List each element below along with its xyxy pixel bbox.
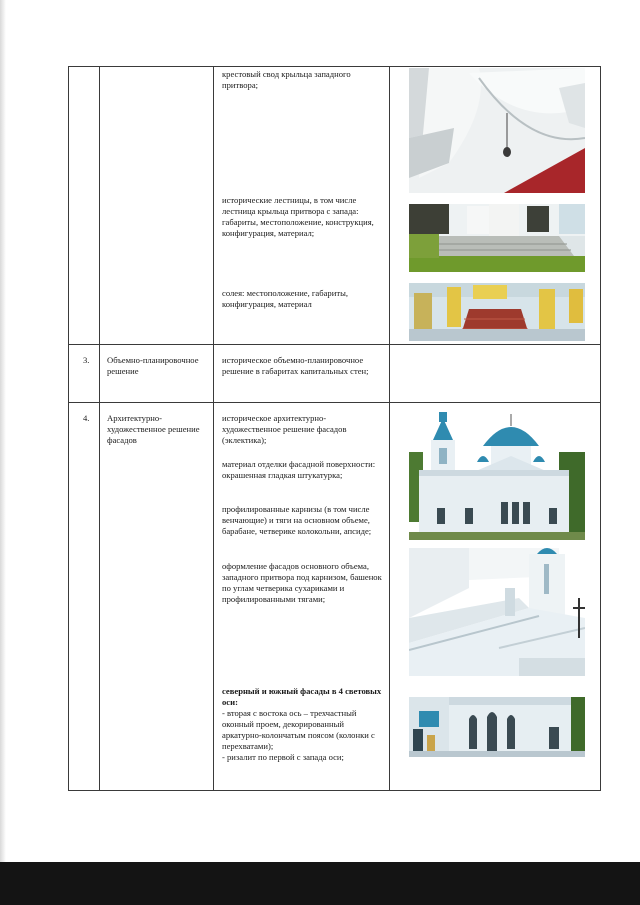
cornice-photo: [409, 548, 585, 676]
vault-photo: [409, 68, 585, 193]
cornices-text: профилированные карнизы (в том числе венчающие) и тяги на основном объеме, барабане, четверике колокольни, апсиде;: [222, 504, 372, 536]
facade-point: - ризалит по первой с запада оси;: [222, 752, 344, 762]
facade-axes-block: [222, 686, 384, 763]
row-number-cell: 3.: [69, 345, 100, 403]
table-row: [69, 345, 601, 403]
row-description-cell: [214, 403, 390, 791]
facade-style-text: историческое архитектурно-художественное решение фасадов (эклектика);: [222, 413, 347, 445]
table-row: [69, 67, 601, 345]
stairs-text: исторические лестницы, в том числе лестница крыльца притвора с запада: габариты, местоположение, конструкция, конфигурация, материал;: [222, 195, 374, 238]
table-row: [69, 403, 601, 791]
stairs-photo: [409, 204, 585, 272]
row-number-cell: 4.: [69, 403, 100, 791]
church-exterior-photo: [409, 412, 585, 540]
vault-text: крестовый свод крыльца западного притвора;: [222, 69, 351, 90]
heritage-features-table: [68, 66, 601, 791]
row-description-cell: [214, 67, 390, 345]
row-photo-cell: [390, 403, 601, 791]
layout-text: историческое объемно-планировочное решение в габаритах капитальных стен;: [222, 355, 369, 376]
row-description-cell: [214, 345, 390, 403]
decoration-text: оформление фасадов основного объема, западного притвора под карнизом, башенок по углам четверика сухариками и профилированными тягами;: [222, 561, 382, 604]
scan-edge: [0, 0, 6, 862]
row-name-cell: Объемно-планировочное решение: [100, 345, 214, 403]
solea-photo: [409, 283, 585, 341]
row-photo-cell: [390, 345, 601, 403]
finish-material-text: материал отделки фасадной поверхности: окрашенная гладкая штукатурка;: [222, 459, 376, 480]
row-name-cell: [100, 67, 214, 345]
row-number-cell: [69, 67, 100, 345]
facade-photo: [409, 697, 585, 757]
facade-heading: северный и южный фасады в 4 световых оси:: [222, 686, 382, 707]
scan-bottom-bar: [0, 862, 640, 905]
solea-text: солея: местоположение, габариты, конфигурация, материал: [222, 288, 349, 309]
row-photo-cell: [390, 67, 601, 345]
row-name-cell: Архитектурно-художественное решение фасадов: [100, 403, 214, 791]
facade-point: - вторая с востока ось – трехчастный оконный проем, декорированный аркатурно-колончатым поясом (колонки с перехватами);: [222, 708, 375, 751]
